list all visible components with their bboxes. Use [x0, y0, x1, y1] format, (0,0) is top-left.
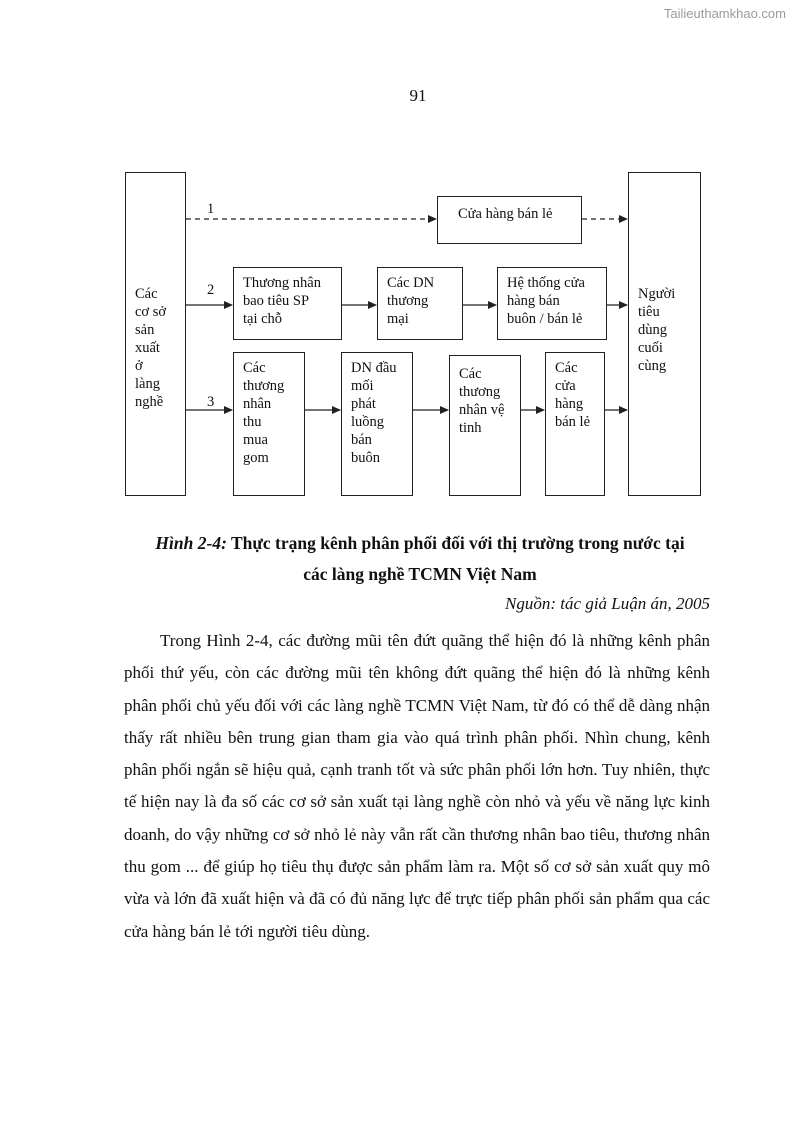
wholesale-retail-system-box: Hệ thống cửa hàng bán buôn / bán lẻ [497, 267, 607, 340]
channel-3-label: 3 [207, 394, 215, 410]
satellite-trader-box: Các thương nhân vệ tinh [449, 355, 521, 496]
figure-source: Nguồn: tác giả Luận án, 2005 [505, 594, 710, 613]
end-consumer-box: Người tiêu dùng cuối cùng [628, 172, 701, 496]
production-facilities-box: Các cơ sở sản xuất ở làng nghề [125, 172, 186, 496]
caption-line-2: các làng nghề TCMN Việt Nam [303, 564, 537, 584]
body-paragraph: Trong Hình 2-4, các đường mũi tên đứt quãng thể hiện đó là những kênh phân phối thứ yếu, còn các đường mũi tên không đứt quãng thể hiện đó là những kênh phân phối chủ yếu đối với các làng nghề TCMN Việt Nam, từ đó có thể dễ dàng nhận thấy rất nhiều bên trung gian tham gia vào quá trình phân phối. Nhìn chung, kênh phân phối ngắn sẽ hiệu quả, cạnh tranh tốt và sức phân phối lớn hơn. Tuy nhiên, thực tế hiện nay là đa số các cơ sở sản xuất tại làng nghề còn nhỏ và yếu về năng lực kinh doanh, do vậy những cơ sở nhỏ lẻ này vẫn rất cần thương nhân bao tiêu, thương nhân thu gom ... để giúp họ tiêu thụ được sản phẩm làm ra. Một số cơ sở sản xuất quy mô vừa và lớn đã xuất hiện và đã có đủ năng lực để trực tiếp phân phối sản phẩm qua các cửa hàng bán lẻ tới người tiêu dùng. [124, 631, 710, 941]
figure-number: Hình 2-4: [155, 533, 227, 553]
page-number: 91 [409, 86, 427, 105]
caption-line-1: Thực trạng kênh phân phối đối với thị trường trong nước tại [226, 533, 685, 553]
channel-2-label: 2 [207, 282, 215, 298]
channel-1-label: 1 [207, 201, 215, 217]
trading-enterprise-box: Các DN thương mại [377, 267, 463, 340]
retail-shops-box: Các cửa hàng bán lẻ [545, 352, 605, 496]
figure-caption [120, 528, 720, 590]
retail-store-box: Cửa hàng bán lẻ [437, 196, 582, 244]
local-trader-box: Thương nhân bao tiêu SP tại chỗ [233, 267, 342, 340]
collector-trader-box: Các thương nhân thu mua gom [233, 352, 305, 496]
watermark: Tailieuthamkhao.com [663, 6, 786, 21]
wholesale-hub-box: DN đầu mối phát luồng bán buôn [341, 352, 413, 496]
